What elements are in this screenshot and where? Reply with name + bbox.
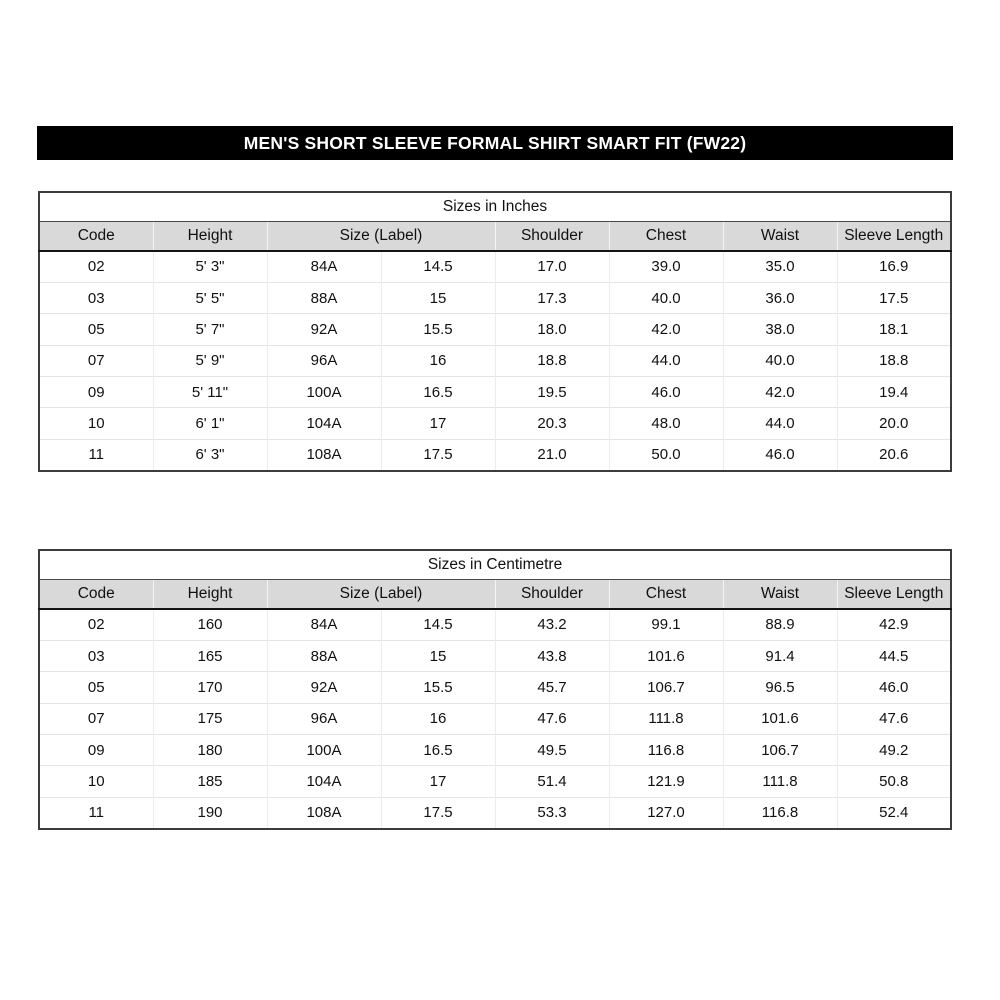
table-cell: 88A (267, 640, 381, 671)
table-cell: 46.0 (837, 672, 951, 703)
table-cell: 88A (267, 282, 381, 313)
table-cell: 18.0 (495, 314, 609, 345)
table-cell: 10 (39, 408, 153, 439)
table-cell: 16.5 (381, 735, 495, 766)
table-cell: 116.8 (609, 735, 723, 766)
table-cell: 43.2 (495, 609, 609, 640)
table-cell: 17 (381, 408, 495, 439)
table-cell: 09 (39, 735, 153, 766)
table-cell: 101.6 (609, 640, 723, 671)
table-cell: 19.4 (837, 377, 951, 408)
table-cell: 160 (153, 609, 267, 640)
table-cell: 21.0 (495, 439, 609, 470)
table-cell: 40.0 (723, 345, 837, 376)
product-title-banner: MEN'S SHORT SLEEVE FORMAL SHIRT SMART FIT (FW22) (37, 126, 953, 160)
table-cell: 05 (39, 672, 153, 703)
table-cell: 15.5 (381, 672, 495, 703)
table-cell: 44.5 (837, 640, 951, 671)
table-cell: 50.8 (837, 766, 951, 797)
table-cell: 02 (39, 251, 153, 282)
table-cell: 5' 9" (153, 345, 267, 376)
column-header: Chest (609, 579, 723, 609)
table-cell: 15.5 (381, 314, 495, 345)
table-cell: 100A (267, 377, 381, 408)
table-cell: 104A (267, 408, 381, 439)
table-cell: 48.0 (609, 408, 723, 439)
table-cell: 16 (381, 703, 495, 734)
table-cell: 19.5 (495, 377, 609, 408)
table-cell: 96.5 (723, 672, 837, 703)
table-cell: 36.0 (723, 282, 837, 313)
table-cell: 47.6 (837, 703, 951, 734)
table-cell: 6' 3" (153, 439, 267, 470)
table-cell: 18.1 (837, 314, 951, 345)
table-row (39, 251, 951, 282)
table-cell: 49.2 (837, 735, 951, 766)
table-cell: 5' 7" (153, 314, 267, 345)
table-cell: 17 (381, 766, 495, 797)
table-cell: 170 (153, 672, 267, 703)
table-cell: 108A (267, 797, 381, 828)
table-cell: 96A (267, 345, 381, 376)
table-cell: 05 (39, 314, 153, 345)
table-header-row (39, 579, 951, 609)
table-cell: 42.9 (837, 609, 951, 640)
table-cell: 39.0 (609, 251, 723, 282)
table-cell: 35.0 (723, 251, 837, 282)
table-cell: 121.9 (609, 766, 723, 797)
table-cell: 111.8 (609, 703, 723, 734)
table-cell: 46.0 (609, 377, 723, 408)
column-header: Code (39, 221, 153, 251)
table-row (39, 345, 951, 376)
table-cell: 91.4 (723, 640, 837, 671)
column-header: Shoulder (495, 221, 609, 251)
table-header-row (39, 221, 951, 251)
table-cell: 17.3 (495, 282, 609, 313)
table-cell: 20.0 (837, 408, 951, 439)
table-cell: 14.5 (381, 609, 495, 640)
sizes-in-inches-table (38, 191, 952, 472)
table-cell: 16 (381, 345, 495, 376)
column-header: Waist (723, 221, 837, 251)
column-header: Chest (609, 221, 723, 251)
table-cell: 18.8 (495, 345, 609, 376)
table-cell: 49.5 (495, 735, 609, 766)
table-cell: 185 (153, 766, 267, 797)
table-cell: 5' 11" (153, 377, 267, 408)
column-header: Height (153, 221, 267, 251)
table-cell: 07 (39, 703, 153, 734)
table-row (39, 282, 951, 313)
table-cell: 5' 5" (153, 282, 267, 313)
column-header: Shoulder (495, 579, 609, 609)
table-title-row (39, 550, 951, 579)
table-title: Sizes in Inches (39, 192, 951, 221)
table-cell: 40.0 (609, 282, 723, 313)
column-header: Height (153, 579, 267, 609)
table-cell: 84A (267, 609, 381, 640)
table-cell: 15 (381, 640, 495, 671)
table-cell: 111.8 (723, 766, 837, 797)
table-cell: 44.0 (609, 345, 723, 376)
table-cell: 03 (39, 640, 153, 671)
table-body (39, 609, 951, 829)
table-title: Sizes in Centimetre (39, 550, 951, 579)
table-cell: 38.0 (723, 314, 837, 345)
table-cell: 16.9 (837, 251, 951, 282)
table-row (39, 609, 951, 640)
column-header: Code (39, 579, 153, 609)
table-row (39, 314, 951, 345)
table-row (39, 408, 951, 439)
table-cell: 46.0 (723, 439, 837, 470)
table-cell: 104A (267, 766, 381, 797)
table-cell: 14.5 (381, 251, 495, 282)
table-cell: 190 (153, 797, 267, 828)
table-cell: 17.5 (381, 439, 495, 470)
table-row (39, 703, 951, 734)
table-cell: 17.5 (381, 797, 495, 828)
table-cell: 16.5 (381, 377, 495, 408)
table-cell: 180 (153, 735, 267, 766)
sizes-in-centimetre-table (38, 549, 952, 830)
table-cell: 11 (39, 439, 153, 470)
table-cell: 42.0 (723, 377, 837, 408)
table-cell: 15 (381, 282, 495, 313)
table-cell: 96A (267, 703, 381, 734)
table-cell: 106.7 (723, 735, 837, 766)
table-cell: 100A (267, 735, 381, 766)
table-cell: 45.7 (495, 672, 609, 703)
table-cell: 51.4 (495, 766, 609, 797)
table-row (39, 377, 951, 408)
table-cell: 108A (267, 439, 381, 470)
table-row (39, 766, 951, 797)
table-cell: 101.6 (723, 703, 837, 734)
table-row (39, 672, 951, 703)
table-cell: 03 (39, 282, 153, 313)
table-cell: 106.7 (609, 672, 723, 703)
table-row (39, 640, 951, 671)
table-cell: 92A (267, 314, 381, 345)
table-cell: 175 (153, 703, 267, 734)
table-cell: 07 (39, 345, 153, 376)
table-row (39, 439, 951, 470)
table-cell: 88.9 (723, 609, 837, 640)
column-header: Waist (723, 579, 837, 609)
table-cell: 43.8 (495, 640, 609, 671)
column-header: Sleeve Length (837, 221, 951, 251)
table-cell: 6' 1" (153, 408, 267, 439)
table-cell: 50.0 (609, 439, 723, 470)
table-cell: 11 (39, 797, 153, 828)
table-cell: 17.5 (837, 282, 951, 313)
table-cell: 52.4 (837, 797, 951, 828)
table-cell: 84A (267, 251, 381, 282)
table-cell: 53.3 (495, 797, 609, 828)
column-header: Size (Label) (267, 579, 495, 609)
table-cell: 44.0 (723, 408, 837, 439)
column-header: Sleeve Length (837, 579, 951, 609)
table-cell: 17.0 (495, 251, 609, 282)
table-title-row (39, 192, 951, 221)
table-cell: 09 (39, 377, 153, 408)
table-cell: 99.1 (609, 609, 723, 640)
table-cell: 20.6 (837, 439, 951, 470)
column-header: Size (Label) (267, 221, 495, 251)
table-cell: 92A (267, 672, 381, 703)
table-cell: 47.6 (495, 703, 609, 734)
table-cell: 5' 3" (153, 251, 267, 282)
table-cell: 127.0 (609, 797, 723, 828)
table-row (39, 735, 951, 766)
table-cell: 18.8 (837, 345, 951, 376)
table-cell: 02 (39, 609, 153, 640)
table-cell: 116.8 (723, 797, 837, 828)
table-body (39, 251, 951, 471)
table-row (39, 797, 951, 828)
table-cell: 165 (153, 640, 267, 671)
table-cell: 20.3 (495, 408, 609, 439)
table-cell: 42.0 (609, 314, 723, 345)
table-cell: 10 (39, 766, 153, 797)
